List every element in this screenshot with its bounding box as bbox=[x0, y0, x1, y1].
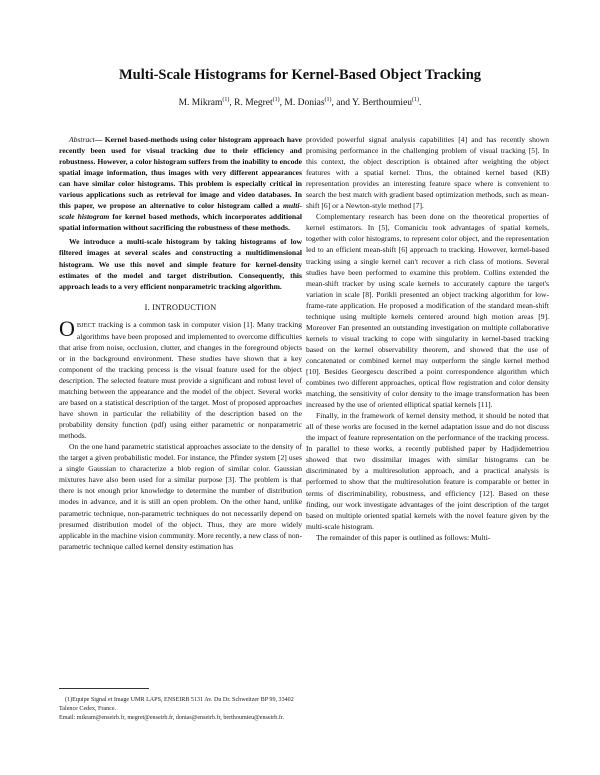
affiliation-mark: (1) bbox=[412, 97, 420, 103]
abstract-emphasis: multi-scale histogram bbox=[59, 201, 302, 222]
smallcaps-word: BJECT bbox=[76, 321, 96, 329]
affiliation-mark: (1) bbox=[272, 97, 280, 103]
footnote-rule bbox=[59, 688, 149, 689]
paragraph-text: tracking is a common task in computer vision [1]. Many tracking algorithms have been proposed and implemented to overcome difficulties that arise from noise, occlusion, clutter, and changes in the foreground objects or in the background environment. These studies have shown that a key component of the tracking process is the visual feature used for the object description. The selected feature must provide a significant and robust level of matching between the appearance and the model of the object. Several works are based on a statistical description of the target. Most of proposed approaches have shown in particular the reliability of the description based on the probability density function (pdf) using either parametric or nonparametric methods. bbox=[59, 319, 302, 441]
abstract-label: Abstract bbox=[69, 135, 95, 144]
abstract-text: for kernel based methods, which incorporates additional spatial information without sacrificing the robustness of these methods. bbox=[59, 212, 303, 233]
footnote bbox=[59, 696, 302, 723]
footnote-email: Email: mikram@enseirb.fr, megret@enseirb.fr, donias@enseirb.fr, berthoumieu@enseirb.fr. bbox=[59, 715, 285, 721]
abstract-text: Kernel based-methods using color histogram approach have recently been used for visual tracking due to their efficiency and robustness. However, a color histogram suffers from the inability to encode spatial image information, thus images with very different appearances can have similar color histograms. This problem is especially critical in various applications such as retrieval for image and video databases. In this paper, we propose an alternative to color histogram called a bbox=[59, 135, 303, 211]
abstract-dash: — bbox=[94, 135, 105, 144]
author-list bbox=[0, 97, 600, 108]
author-separator: , and bbox=[331, 98, 353, 109]
author-name: M. Mikram bbox=[178, 98, 223, 109]
abstract-paragraph: We introduce a multi-scale histogram by taking histograms of low filtered images at several scales and constructing a multidimensional histogram. We use this novel and simple feature for kernel-density estimates of the model and target distribution. Consequently, this approach leads to a very efficient nonparametric tracking algorithm. bbox=[59, 237, 302, 291]
body-paragraph: The remainder of this paper is outlined as follows: Multi- bbox=[316, 532, 491, 542]
affiliation-mark: (1) bbox=[324, 97, 332, 103]
footnote-affiliation: (1)Equipe Signal et Image UMR LAPS, ENSEIRB 5131 Av. Du Dr. Schweitzer BP 99, 33402 Talence Cedex, France. bbox=[59, 697, 294, 712]
body-paragraph: Finally, in the framework of kernel density method, it should be noted that all of these works are focused in the kernel adaptation issue and do not discuss the impact of feature representation on the performance of the tracking process. In parallel to these works, a recently published paper by Hadjidemetriou showed that two dissimilar images with similar histograms can be discriminated by a multiresolution approach, and a practical analysis is performed to show that the multiresolution feature is comparable or better in terms of discriminability, robustness, and efficiency [12]. Based on these finding, our work investigate advantages of the joint description of the target based on multiple oriented spatial kernels with the novel feature given by the multi-scale histogram. bbox=[306, 411, 549, 531]
affiliation-mark: (1) bbox=[222, 97, 230, 103]
author-name: R. Megret bbox=[234, 98, 273, 109]
section-heading: I. INTRODUCTION bbox=[144, 302, 217, 312]
body-paragraph: provided powerful signal analysis capabilities [4] and has recently shown promising performance in the challenging problem of visual tracking [5]. In this context, the object description is obtained after weighting the object features with a spatial kernel. Thus, the obtained kernel based (KB) representation provides an interesting feature space where is convenient to search the best match with gradient based optimization methods, such as mean-shift [6] or a Newton-style method [7]. bbox=[306, 135, 549, 211]
author-separator: . bbox=[419, 98, 422, 109]
body-paragraph: On the one hand parametric statistical approaches associate to the density of the target a given probabilistic model. For instance, the Pfinder system [2] uses a single Gaussian to characterize a blob region of similar color. Gaussian mixtures have also been used for a similar purpose [3]. The problem is that there is not enough prior knowledge to determine the number of distribution modes in advance, and it is still an open problem. On the other hand, unlike parametric technique, non-parametric techniques do not necessarily depend on presumed distribution model of the object. Thus, they are more widely applicable in the machine vision community. More recently, a new class of non-parametric technique called kernel density estimation has bbox=[59, 442, 302, 551]
body-paragraph bbox=[59, 315, 302, 442]
author-separator: , bbox=[229, 98, 235, 109]
drop-cap: O bbox=[59, 315, 75, 341]
paper-title: Multi-Scale Histograms for Kernel-Based Object Tracking bbox=[118, 67, 482, 83]
left-column bbox=[59, 134, 302, 552]
body-paragraph: Complementary research has been done on the theoretical properties of kernel estimators. In [5], Comaniciu took advantages of spatial kernels, together with color histograms, to represent color object, and the representation led to an efficient mean-shift [6] approach to tracking. However, kernel-based tracking using a single kernel can't recover a rich class of motions. Several studies have been performed to examine this problem. Collins extended the mean-shift tracker by using scale kernels to accurately capture the target's variation in scale [8]. Porikli presented an object tracking algorithm for low-frame-rate application. He proposed a modification of the standard mean-shift technique using multiple kernels centered around high motion areas [9]. Moreover Fan presented an outstanding investigation on multiple collaborative kernels to visual tracking to cope with singularity in kernel-based tracking based on the kernel observability theorem, and showed that the use of concatenated or combined kernel may outperform the single kernel method [10]. Besides Georgescu described a point correspondence algorithm which combines two different approaches, optical flow registration and color density matching, the sensitivity of color density to the image transformation has been increased by the use of oriented elliptical spatial kernels [11]. bbox=[306, 212, 549, 410]
abstract-paragraph bbox=[59, 134, 302, 233]
author-separator: , bbox=[279, 98, 285, 109]
author-name: Y. Berthoumieu bbox=[352, 98, 413, 109]
author-name: M. Donias bbox=[284, 98, 325, 109]
right-column bbox=[306, 134, 549, 543]
abstract bbox=[59, 134, 302, 292]
